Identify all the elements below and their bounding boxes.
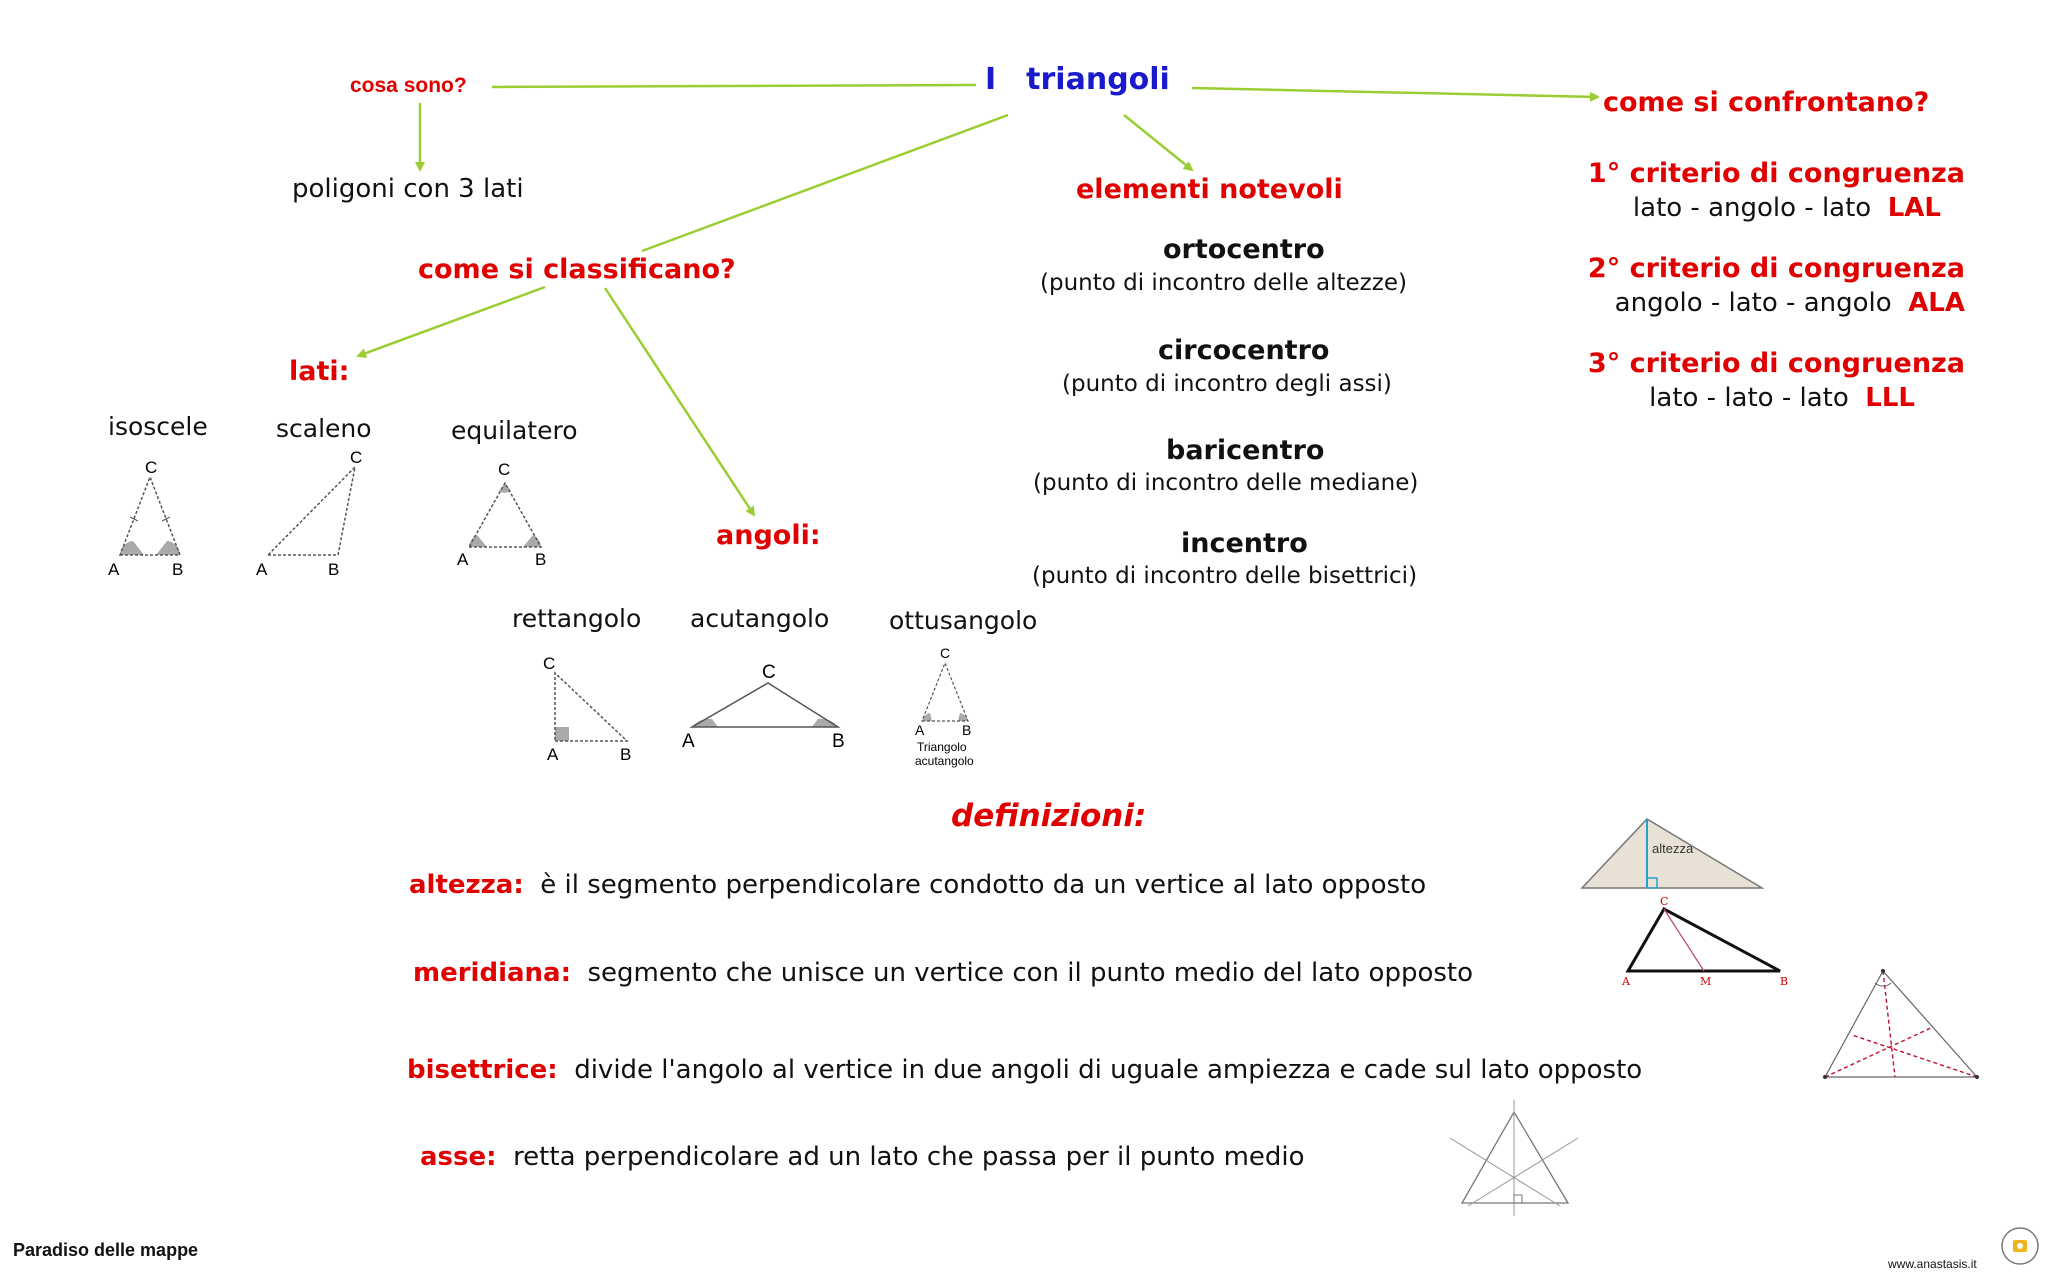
element-name-circocentro: circocentro xyxy=(1158,335,1330,366)
criterion-1-code: LAL xyxy=(1887,193,1941,223)
definition-asse xyxy=(420,1142,1305,1172)
asse-figure xyxy=(1448,1098,1578,1223)
criterion-3-code: LLL xyxy=(1865,383,1915,413)
element-desc-circocentro: (punto di incontro degli assi) xyxy=(1062,371,1392,397)
criterion-2-code: ALA xyxy=(1908,288,1965,318)
arrow-title-to-what xyxy=(492,85,976,87)
definition-meridiana xyxy=(413,958,1473,988)
criterion-3-title: 3° criterio di congruenza xyxy=(1587,348,1965,379)
arrow-classify-to-angles xyxy=(605,288,754,515)
type-acutangolo: acutangolo xyxy=(690,604,830,633)
mediana-vertex-c: C xyxy=(1660,895,1669,908)
criterion-2-title: 2° criterio di congruenza xyxy=(1587,253,1965,284)
element-name-incentro: incentro xyxy=(1181,528,1308,559)
criterion-1-desc-row xyxy=(1540,193,1965,223)
type-scaleno: scaleno xyxy=(276,414,372,443)
definitions-heading: definizioni: xyxy=(951,798,1147,834)
supermappe-logo-icon xyxy=(1998,1222,2042,1270)
footer-brand: Paradiso delle mappe xyxy=(13,1240,199,1260)
rettangolo-vertex-c: C xyxy=(543,654,556,673)
ottusangolo-vertex-c: C xyxy=(940,645,951,661)
isoscele-vertex-b: B xyxy=(172,560,184,579)
ottusangolo-caption-2: acutangolo xyxy=(915,754,974,768)
mediana-vertex-b: B xyxy=(1780,975,1789,988)
definition-text-bisettrice: divide l'angolo al vertice in due angoli di uguale ampiezza e cade sul lato opposto xyxy=(574,1055,1643,1085)
acutangolo-triangle-figure xyxy=(678,655,853,755)
definition-bisettrice xyxy=(407,1055,1642,1085)
isoscele-vertex-a: A xyxy=(108,560,120,579)
arrow-classify-to-sides xyxy=(358,287,545,356)
altezza-figure-label: altezza xyxy=(1652,841,1694,856)
rettangolo-vertex-b: B xyxy=(620,745,632,764)
scaleno-vertex-a: A xyxy=(256,560,268,579)
type-rettangolo: rettangolo xyxy=(512,604,642,633)
compare-heading: come si confrontano? xyxy=(1603,87,1930,118)
definition-term-altezza: altezza: xyxy=(409,870,524,900)
ottusangolo-caption-1: Triangolo xyxy=(917,740,967,754)
type-equilatero: equilatero xyxy=(451,416,578,445)
mediana-figure xyxy=(1620,893,1790,988)
ottusangolo-vertex-b: B xyxy=(962,722,972,738)
type-ottusangolo: ottusangolo xyxy=(889,606,1038,635)
page-title xyxy=(985,62,1170,97)
angles-label: angoli: xyxy=(716,520,821,551)
sides-label: lati: xyxy=(289,356,350,387)
scaleno-triangle-figure xyxy=(250,445,380,585)
footer-website[interactable]: www.anastasis.it xyxy=(1888,1257,1977,1271)
criterion-1-desc: lato - angolo - lato xyxy=(1632,193,1872,223)
arrow-title-to-elements xyxy=(1124,115,1192,170)
acutangolo-vertex-a: A xyxy=(682,731,695,752)
equilatero-triangle-figure xyxy=(455,455,565,585)
criterion-1-title: 1° criterio di congruenza xyxy=(1587,158,1965,189)
title-prefix: I xyxy=(985,62,997,97)
criteria-list xyxy=(1540,158,1965,413)
equilatero-vertex-b: B xyxy=(535,550,547,569)
definition-text-meridiana: segmento che unisce un vertice con il punto medio del lato opposto xyxy=(587,958,1474,988)
scaleno-vertex-b: B xyxy=(328,560,340,579)
equilatero-vertex-c: C xyxy=(498,460,511,479)
element-name-ortocentro: ortocentro xyxy=(1163,234,1325,265)
definition-term-meridiana: meridiana: xyxy=(413,958,571,988)
altezza-figure xyxy=(1580,815,1765,895)
definition-term-bisettrice: bisettrice: xyxy=(407,1055,558,1085)
element-desc-incentro: (punto di incontro delle bisettrici) xyxy=(1032,563,1418,589)
criterion-3-desc-row xyxy=(1540,383,1965,413)
isoscele-vertex-c: C xyxy=(145,458,158,477)
definition-altezza xyxy=(409,870,1426,900)
element-desc-baricentro: (punto di incontro delle mediane) xyxy=(1033,470,1419,496)
criterion-2-desc: angolo - lato - angolo xyxy=(1614,288,1892,318)
definition-term-asse: asse: xyxy=(420,1142,497,1172)
rettangolo-vertex-a: A xyxy=(547,745,559,764)
type-isoscele: isoscele xyxy=(108,412,208,441)
definition-text-altezza: è il segmento perpendicolare condotto da un vertice al lato opposto xyxy=(540,870,1427,900)
scaleno-vertex-c: C xyxy=(350,448,363,467)
mediana-vertex-a: A xyxy=(1622,975,1630,988)
acutangolo-vertex-c: C xyxy=(762,662,776,683)
ottusangolo-triangle-figure xyxy=(905,645,985,775)
what-answer: poligoni con 3 lati xyxy=(292,174,524,204)
definition-text-asse: retta perpendicolare ad un lato che passa per il punto medio xyxy=(513,1142,1305,1172)
arrow-title-to-classify xyxy=(642,115,1008,251)
title-word: triangoli xyxy=(1026,62,1170,97)
rettangolo-triangle-figure xyxy=(535,645,645,770)
elements-heading: elementi notevoli xyxy=(1076,174,1343,205)
criterion-2-desc-row xyxy=(1540,288,1965,318)
ottusangolo-vertex-a: A xyxy=(915,722,925,738)
arrow-title-to-compare xyxy=(1192,88,1598,97)
element-desc-ortocentro: (punto di incontro delle altezze) xyxy=(1040,270,1407,296)
classify-question: come si classificano? xyxy=(418,254,736,285)
isoscele-triangle-figure xyxy=(100,455,200,585)
acutangolo-vertex-b: B xyxy=(832,731,845,752)
mediana-point-m: M xyxy=(1700,975,1712,988)
what-question: cosa sono? xyxy=(350,74,467,97)
equilatero-vertex-a: A xyxy=(457,550,469,569)
criterion-3-desc: lato - lato - lato xyxy=(1649,383,1849,413)
element-name-baricentro: baricentro xyxy=(1166,435,1325,466)
bisettrice-figure xyxy=(1815,965,1985,1090)
